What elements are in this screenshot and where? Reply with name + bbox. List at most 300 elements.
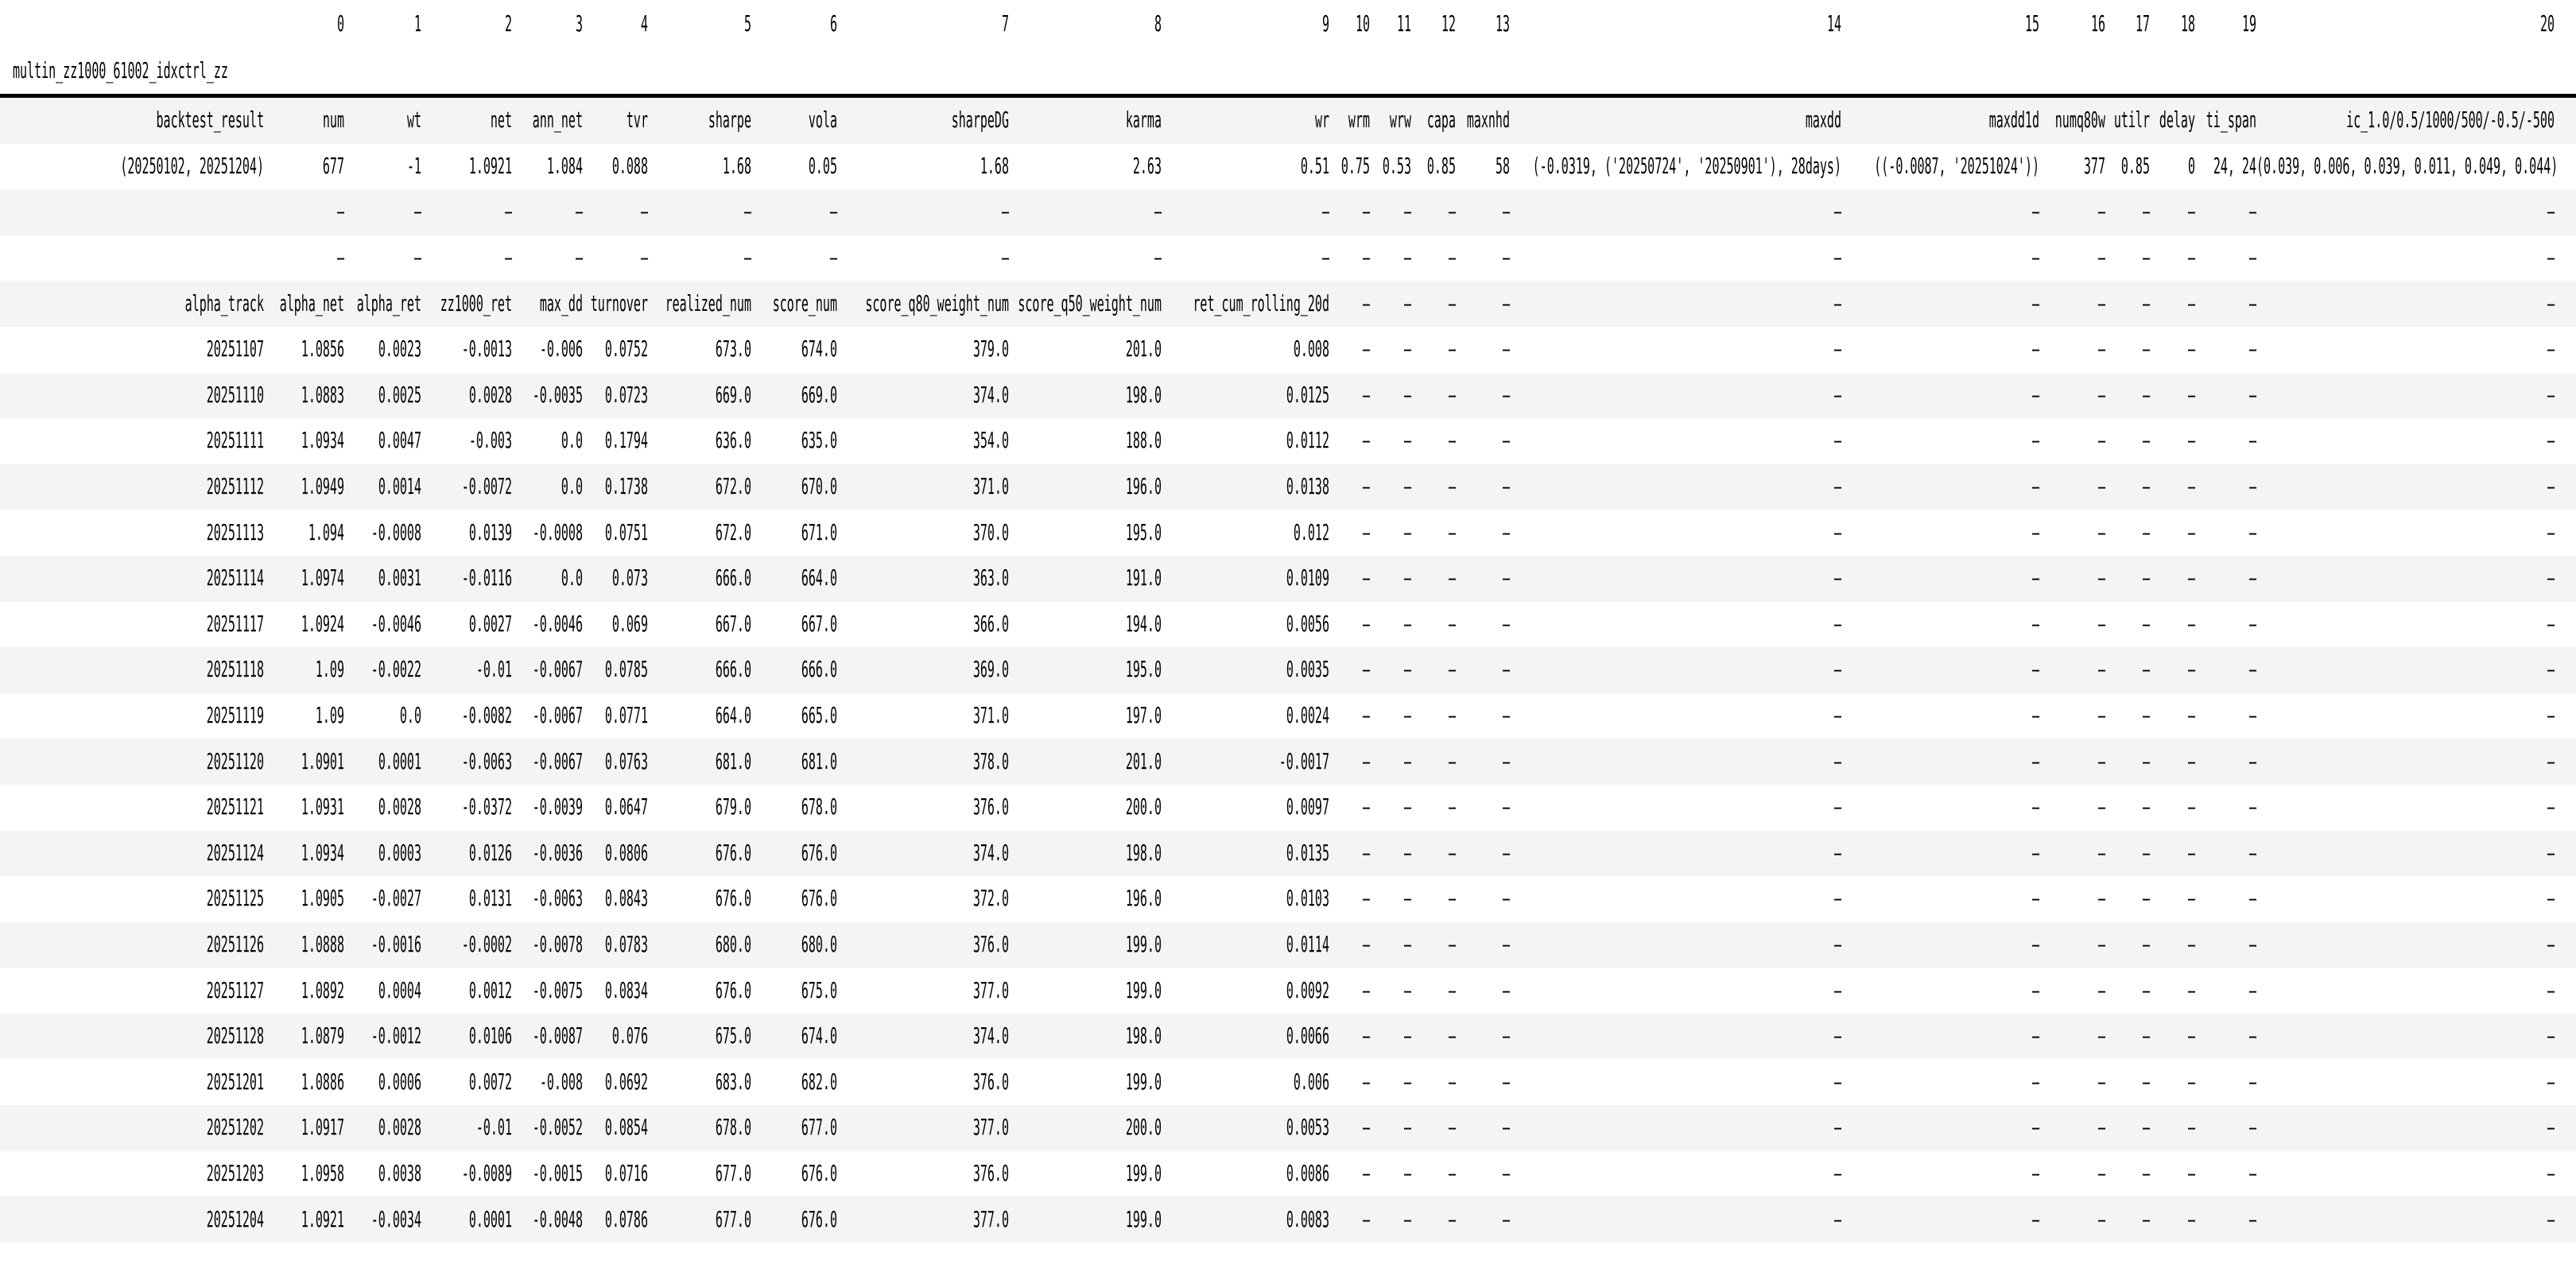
data-cell-text: 0.0 xyxy=(561,427,583,454)
column-index-label xyxy=(2256,0,2555,48)
data-cell xyxy=(751,602,837,648)
data-cell xyxy=(344,647,421,693)
data-cell xyxy=(837,144,1009,190)
data-cell-text: — xyxy=(2248,1159,2256,1187)
data-cell xyxy=(2256,235,2555,281)
data-cell xyxy=(837,1151,1009,1197)
data-cell xyxy=(2256,831,2555,877)
table-row xyxy=(0,418,2576,464)
data-cell-text: — xyxy=(2097,930,2105,958)
data-cell-text: — xyxy=(2142,244,2150,271)
data-cell-text: 201.0 xyxy=(1125,747,1162,774)
data-cell-text: — xyxy=(1362,930,1370,958)
data-cell-text: — xyxy=(2097,656,2105,683)
data-cell xyxy=(2256,1151,2555,1197)
data-cell xyxy=(2256,968,2555,1014)
data-cell xyxy=(2039,510,2105,556)
data-cell xyxy=(1456,876,1510,922)
data-cell xyxy=(1411,327,1456,373)
data-cell xyxy=(1162,831,1329,877)
data-cell xyxy=(1370,189,1411,235)
data-cell xyxy=(1510,281,1841,327)
data-cell-text: — xyxy=(1403,610,1411,638)
data-cell xyxy=(1510,739,1841,785)
data-cell-text: — xyxy=(1362,1114,1370,1141)
data-cell xyxy=(1841,1197,2039,1243)
data-cell xyxy=(751,739,837,785)
data-cell xyxy=(837,510,1009,556)
data-cell xyxy=(1456,281,1510,327)
data-cell-text: — xyxy=(2142,427,2150,454)
data-cell xyxy=(837,373,1009,419)
row-index-cell-text: 20251204 xyxy=(206,1205,264,1232)
data-cell-text: sharpeDG xyxy=(951,107,1009,134)
data-cell xyxy=(2039,1059,2105,1105)
data-cell-text: — xyxy=(1502,656,1510,683)
data-cell-text: wrm xyxy=(1348,107,1370,134)
data-cell-text: 1.0921 xyxy=(301,1205,344,1232)
row-index-cell-text: 20251203 xyxy=(206,1159,264,1187)
data-cell xyxy=(751,189,837,235)
data-cell xyxy=(583,1197,648,1243)
data-cell-text: 0.0103 xyxy=(1286,885,1329,912)
data-cell xyxy=(2256,327,2555,373)
column-index-label xyxy=(583,0,648,48)
data-cell xyxy=(1370,876,1411,922)
data-cell-text: — xyxy=(1362,885,1370,912)
data-cell xyxy=(2195,510,2256,556)
data-cell xyxy=(344,556,421,602)
data-cell xyxy=(2195,602,2256,648)
data-cell-text: — xyxy=(2097,289,2105,316)
data-cell xyxy=(512,327,583,373)
data-cell-text: 1.0879 xyxy=(301,1022,344,1049)
data-cell xyxy=(2195,189,2256,235)
data-cell xyxy=(264,647,344,693)
row-index-cell xyxy=(0,1105,264,1151)
data-cell xyxy=(2150,556,2195,602)
data-cell-text: 374.0 xyxy=(972,839,1009,867)
data-cell-text: — xyxy=(1362,289,1370,316)
data-cell-text: 197.0 xyxy=(1125,701,1162,729)
data-cell-text: 0.012 xyxy=(1293,518,1329,545)
data-cell-text: — xyxy=(2187,701,2195,729)
data-cell-text: 2.63 xyxy=(1132,152,1162,180)
row-index-cell xyxy=(0,556,264,602)
data-cell-text: — xyxy=(2547,885,2555,912)
data-cell xyxy=(1841,556,2039,602)
data-cell-text: 199.0 xyxy=(1125,976,1162,1003)
data-cell-text: — xyxy=(2248,656,2256,683)
data-cell-text: — xyxy=(2097,427,2105,454)
data-cell xyxy=(751,785,837,831)
data-cell-text: ret_cum_rolling_20d xyxy=(1193,289,1329,316)
data-cell-text: 1.0931 xyxy=(301,793,344,821)
table-title: multin_zz1000_61002_idxctrl_zz xyxy=(13,56,228,83)
data-cell xyxy=(2039,144,2105,190)
data-cell-text: — xyxy=(2547,610,2555,638)
data-cell xyxy=(1162,922,1329,968)
data-cell-text: 1.68 xyxy=(980,152,1009,180)
data-cell-text: 0.0028 xyxy=(378,793,421,821)
data-cell xyxy=(2256,189,2555,235)
data-cell-text: — xyxy=(1502,885,1510,912)
data-cell xyxy=(2105,418,2150,464)
data-cell-text: — xyxy=(2187,1159,2195,1187)
data-cell-text: 672.0 xyxy=(715,472,751,500)
data-cell-text: -0.0067 xyxy=(532,656,583,683)
data-cell xyxy=(344,96,421,144)
index-name-cell xyxy=(0,48,2576,96)
data-cell-text: — xyxy=(1403,930,1411,958)
data-cell xyxy=(583,464,648,510)
data-cell xyxy=(264,96,344,144)
data-cell xyxy=(583,510,648,556)
row-index-cell-text: 20251128 xyxy=(206,1022,264,1049)
column-index-label-text: 20 xyxy=(2539,10,2555,37)
data-cell xyxy=(1841,144,2039,190)
data-cell-text: 0.0086 xyxy=(1286,1159,1329,1187)
data-cell-text: — xyxy=(1448,564,1456,592)
data-cell xyxy=(1329,464,1370,510)
row-index-cell-text: 20251119 xyxy=(206,701,264,729)
data-cell-text: — xyxy=(1448,610,1456,638)
data-cell xyxy=(583,1151,648,1197)
data-cell-text: -0.0072 xyxy=(461,472,512,500)
spacer-cell xyxy=(2555,876,2576,922)
data-cell-text: 0.0025 xyxy=(378,381,421,409)
data-cell xyxy=(648,464,751,510)
data-cell-text: 0.1794 xyxy=(604,427,648,454)
data-cell xyxy=(1009,1105,1162,1151)
data-cell-text: delay xyxy=(2159,107,2195,134)
data-cell xyxy=(1411,968,1456,1014)
data-cell-text: 0.0001 xyxy=(378,747,421,774)
data-cell-text: utilr xyxy=(2113,107,2150,134)
data-cell-text: 195.0 xyxy=(1125,656,1162,683)
data-cell-text: — xyxy=(2097,244,2105,271)
data-cell-text: — xyxy=(1403,336,1411,363)
row-index-cell-text: 20251125 xyxy=(206,885,264,912)
column-index-label xyxy=(1456,0,1510,48)
data-cell xyxy=(1841,876,2039,922)
data-cell-text: — xyxy=(1448,885,1456,912)
data-cell xyxy=(2195,235,2256,281)
spacer-cell xyxy=(2555,464,2576,510)
data-cell xyxy=(1456,373,1510,419)
data-cell-text: 667.0 xyxy=(715,610,751,638)
data-cell xyxy=(2105,235,2150,281)
data-cell-text: — xyxy=(2547,656,2555,683)
data-cell-text: 1.0886 xyxy=(301,1068,344,1095)
data-cell xyxy=(751,418,837,464)
row-index-cell-text: 20251120 xyxy=(206,747,264,774)
data-cell-text: — xyxy=(2031,289,2039,316)
data-cell xyxy=(264,464,344,510)
data-cell-text: — xyxy=(1362,336,1370,363)
data-cell-text: — xyxy=(2187,518,2195,545)
data-cell-text: — xyxy=(2031,1022,2039,1049)
data-cell xyxy=(2195,556,2256,602)
data-cell xyxy=(2039,235,2105,281)
data-cell-text: — xyxy=(1403,839,1411,867)
data-cell xyxy=(1162,281,1329,327)
data-cell xyxy=(1456,647,1510,693)
data-cell xyxy=(2039,876,2105,922)
data-cell xyxy=(837,602,1009,648)
data-cell xyxy=(1009,281,1162,327)
spacer-cell xyxy=(2555,189,2576,235)
data-cell-text: -0.0013 xyxy=(461,336,512,363)
data-cell xyxy=(1370,968,1411,1014)
data-cell xyxy=(1329,739,1370,785)
spacer-cell xyxy=(2555,739,2576,785)
data-cell xyxy=(837,1105,1009,1151)
data-cell-text: 374.0 xyxy=(972,381,1009,409)
spacer-cell xyxy=(2555,1059,2576,1105)
data-cell-text: 198.0 xyxy=(1125,1022,1162,1049)
column-index-label xyxy=(648,0,751,48)
data-cell xyxy=(2039,739,2105,785)
data-cell-text: -0.0036 xyxy=(532,839,583,867)
data-cell xyxy=(1510,327,1841,373)
data-cell xyxy=(2150,189,2195,235)
data-cell-text: 1.0934 xyxy=(301,427,344,454)
data-cell xyxy=(751,235,837,281)
data-cell-text: — xyxy=(2097,336,2105,363)
data-cell xyxy=(264,1151,344,1197)
data-cell xyxy=(264,418,344,464)
data-cell-text: 0.0692 xyxy=(604,1068,648,1095)
data-cell-text: — xyxy=(2187,1022,2195,1049)
data-cell xyxy=(837,1059,1009,1105)
data-cell xyxy=(2105,831,2150,877)
table-row xyxy=(0,96,2576,144)
data-cell xyxy=(1510,1151,1841,1197)
data-cell-text: -0.003 xyxy=(468,427,512,454)
data-cell xyxy=(648,876,751,922)
data-cell-text: — xyxy=(1403,885,1411,912)
column-index-label xyxy=(751,0,837,48)
data-cell-text: — xyxy=(1362,701,1370,729)
row-index-cell xyxy=(0,235,264,281)
data-cell-text: wr xyxy=(1314,107,1329,134)
data-cell-text: — xyxy=(1403,1022,1411,1049)
data-cell xyxy=(1510,189,1841,235)
data-cell xyxy=(2039,1197,2105,1243)
data-cell xyxy=(264,189,344,235)
data-cell-text: — xyxy=(1403,198,1411,225)
row-index-cell-text: 20251201 xyxy=(206,1068,264,1095)
data-cell-text: — xyxy=(2187,244,2195,271)
data-cell-text: 0.0092 xyxy=(1286,976,1329,1003)
data-cell-text: -0.0008 xyxy=(370,518,421,545)
data-cell xyxy=(1009,785,1162,831)
data-cell xyxy=(344,1151,421,1197)
spacer-cell xyxy=(2555,785,2576,831)
data-cell xyxy=(837,235,1009,281)
data-cell-text: alpha_ret xyxy=(356,289,421,316)
data-cell-text: -0.006 xyxy=(539,336,583,363)
data-cell-text: 0.0785 xyxy=(604,656,648,683)
data-cell-text: — xyxy=(2097,1068,2105,1095)
data-cell-text: 0.069 xyxy=(611,610,648,638)
data-cell-text: 672.0 xyxy=(715,518,751,545)
data-cell-text: 0.0083 xyxy=(1286,1205,1329,1232)
data-cell-text: — xyxy=(2187,336,2195,363)
data-cell xyxy=(421,373,512,419)
data-cell-text: -0.0046 xyxy=(532,610,583,638)
data-cell-text: — xyxy=(2187,427,2195,454)
data-cell-text: — xyxy=(1502,1114,1510,1141)
data-cell xyxy=(2195,1197,2256,1243)
table-row xyxy=(0,693,2576,739)
data-cell xyxy=(1841,922,2039,968)
column-index-label-text: 12 xyxy=(1441,10,1456,37)
data-cell xyxy=(648,235,751,281)
data-cell xyxy=(1841,327,2039,373)
column-index-label-text: 16 xyxy=(2090,10,2105,37)
data-cell-text: — xyxy=(1154,244,1162,271)
data-cell-text: — xyxy=(829,244,837,271)
data-cell-text: — xyxy=(2248,1114,2256,1141)
data-cell xyxy=(2039,373,2105,419)
data-cell-text: — xyxy=(1833,656,1841,683)
data-cell-text: 675.0 xyxy=(715,1022,751,1049)
data-cell xyxy=(751,281,837,327)
data-cell xyxy=(2105,464,2150,510)
data-cell xyxy=(2105,556,2150,602)
data-cell xyxy=(583,647,648,693)
data-cell-text: 198.0 xyxy=(1125,839,1162,867)
data-cell-text: score_num xyxy=(772,289,837,316)
spacer-cell xyxy=(2555,968,2576,1014)
data-cell-text: 200.0 xyxy=(1125,1114,1162,1141)
data-cell xyxy=(1009,876,1162,922)
data-cell xyxy=(1162,96,1329,144)
data-cell xyxy=(2256,144,2559,190)
data-cell xyxy=(1370,922,1411,968)
data-cell xyxy=(1841,785,2039,831)
data-cell xyxy=(1329,785,1370,831)
data-cell xyxy=(421,647,512,693)
data-cell-text: — xyxy=(2142,1068,2150,1095)
data-cell-text: — xyxy=(1833,472,1841,500)
data-cell-text: 0.006 xyxy=(1293,1068,1329,1095)
data-cell xyxy=(512,556,583,602)
data-cell xyxy=(1510,1197,1841,1243)
data-cell-text: — xyxy=(2031,244,2039,271)
data-cell-text: — xyxy=(2248,381,2256,409)
table-row xyxy=(0,144,2576,190)
table-row xyxy=(0,556,2576,602)
data-cell-text: — xyxy=(1001,198,1009,225)
data-cell xyxy=(2039,968,2105,1014)
data-cell-text: 196.0 xyxy=(1125,472,1162,500)
data-cell xyxy=(751,693,837,739)
data-cell-text: — xyxy=(2248,839,2256,867)
row-index-cell xyxy=(0,96,264,144)
data-cell xyxy=(344,373,421,419)
data-cell xyxy=(1370,556,1411,602)
data-cell xyxy=(751,647,837,693)
data-cell xyxy=(1329,922,1370,968)
data-cell xyxy=(1370,510,1411,556)
data-cell xyxy=(421,464,512,510)
column-index-label xyxy=(512,0,583,48)
data-cell xyxy=(1162,510,1329,556)
data-cell-text: 376.0 xyxy=(972,1068,1009,1095)
data-cell-text: — xyxy=(2031,518,2039,545)
row-index-cell-text: 20251112 xyxy=(206,472,264,500)
data-cell-text: 1.0901 xyxy=(301,747,344,774)
data-cell-text: — xyxy=(743,244,751,271)
data-cell xyxy=(2105,144,2150,190)
data-cell xyxy=(1009,464,1162,510)
data-cell xyxy=(344,876,421,922)
row-index-cell xyxy=(0,418,264,464)
data-cell xyxy=(1411,876,1456,922)
data-cell-text: 354.0 xyxy=(972,427,1009,454)
data-cell xyxy=(2039,831,2105,877)
data-cell-text: — xyxy=(1362,610,1370,638)
data-cell-text: numq80w xyxy=(2054,107,2105,134)
data-cell xyxy=(648,189,751,235)
data-cell xyxy=(1162,556,1329,602)
data-cell-text: — xyxy=(2187,289,2195,316)
data-cell-text: 680.0 xyxy=(801,930,837,958)
data-cell xyxy=(1009,327,1162,373)
data-cell xyxy=(648,96,751,144)
data-cell xyxy=(1456,1059,1510,1105)
data-cell-text: — xyxy=(1448,793,1456,821)
data-cell-text: — xyxy=(1448,1205,1456,1232)
table-row xyxy=(0,739,2576,785)
data-cell-text: 677.0 xyxy=(715,1205,751,1232)
data-cell xyxy=(751,1105,837,1151)
data-cell xyxy=(837,189,1009,235)
data-cell xyxy=(837,464,1009,510)
data-cell-text: 682.0 xyxy=(801,1068,837,1095)
data-cell-text: — xyxy=(2248,930,2256,958)
data-cell-text: — xyxy=(2142,289,2150,316)
row-index-cell xyxy=(0,144,264,190)
data-cell xyxy=(1510,876,1841,922)
data-cell-text: 0.0112 xyxy=(1286,427,1329,454)
data-cell xyxy=(751,96,837,144)
data-cell-text: 0.0028 xyxy=(468,381,512,409)
data-cell xyxy=(837,327,1009,373)
data-cell-text: 1.0949 xyxy=(301,472,344,500)
data-cell-text: 377.0 xyxy=(972,1114,1009,1141)
data-cell xyxy=(344,1059,421,1105)
data-cell-text: 1.0883 xyxy=(301,381,344,409)
data-cell xyxy=(1841,235,2039,281)
data-cell-text: — xyxy=(1362,472,1370,500)
data-cell-text: 635.0 xyxy=(801,427,837,454)
row-index-cell xyxy=(0,327,264,373)
data-cell xyxy=(2150,647,2195,693)
data-cell xyxy=(264,693,344,739)
data-cell xyxy=(1009,922,1162,968)
data-cell xyxy=(1370,1059,1411,1105)
data-cell xyxy=(1411,1105,1456,1151)
data-cell xyxy=(344,1014,421,1060)
data-cell xyxy=(264,144,344,190)
data-cell-text: capa xyxy=(1426,107,1456,134)
data-cell-text: 188.0 xyxy=(1125,427,1162,454)
data-cell xyxy=(512,1105,583,1151)
